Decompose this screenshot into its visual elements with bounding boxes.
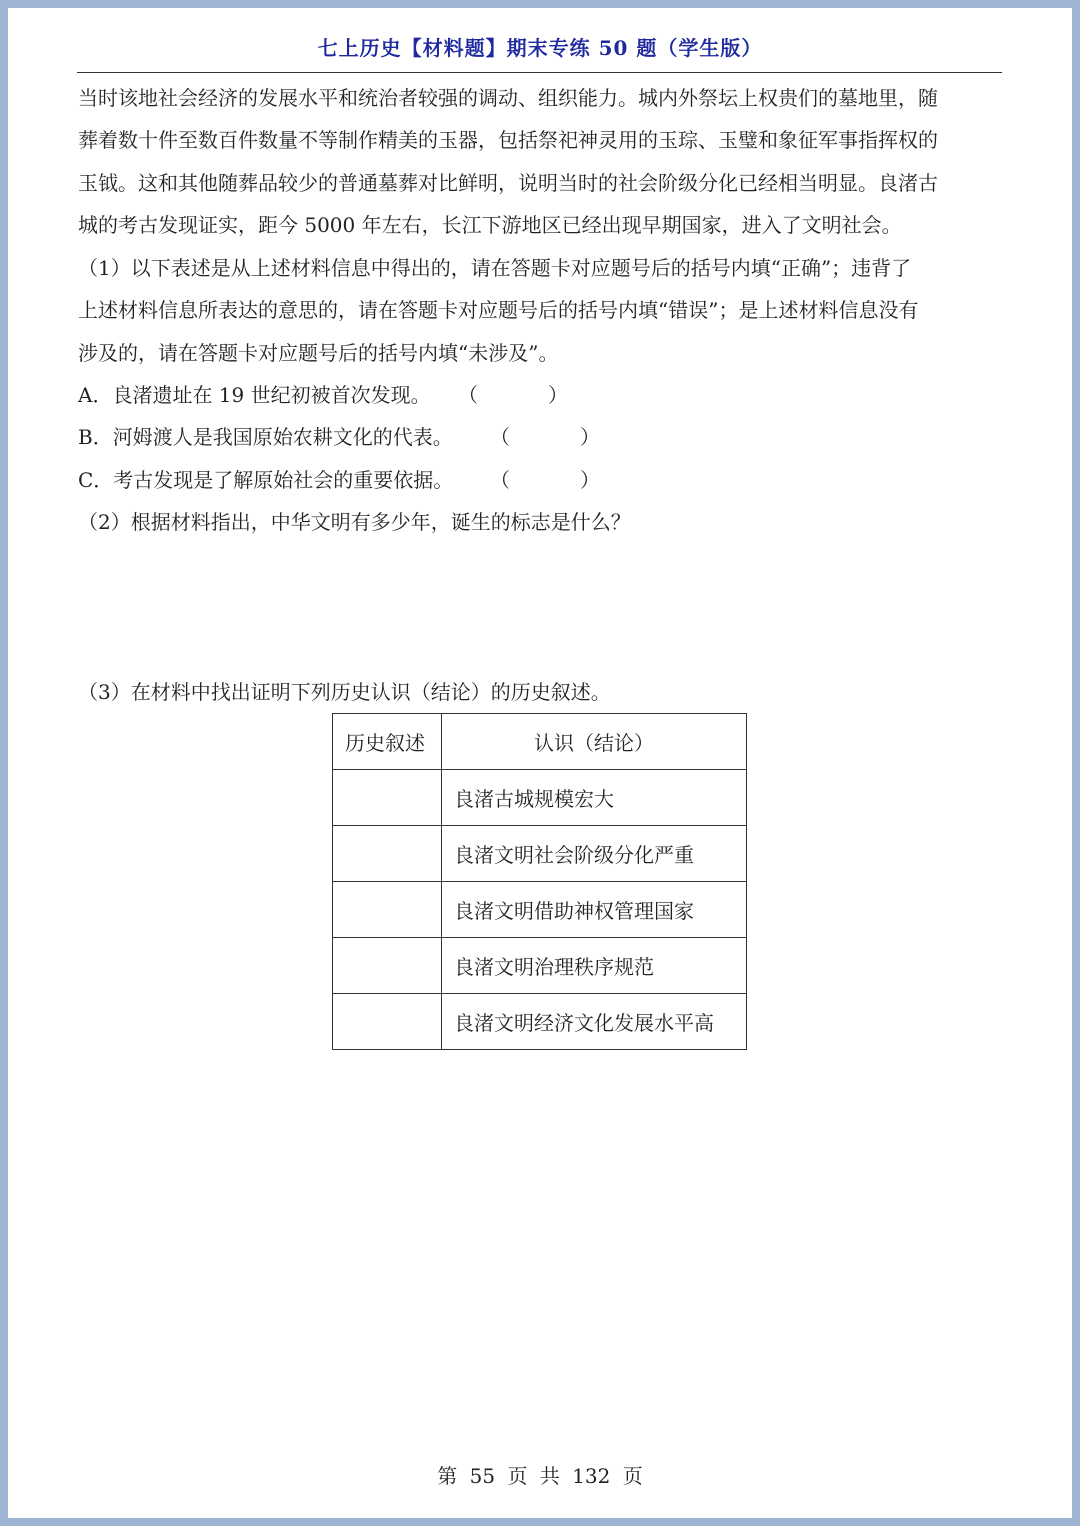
- conclusion-cell: 良渚文明经济文化发展水平高: [442, 994, 747, 1050]
- answer-cell: [333, 826, 442, 882]
- question2-text: （2）根据材料指出，中华文明有多少年，诞生的标志是什么？: [78, 510, 631, 534]
- choice-a-blank-open: （: [458, 383, 478, 407]
- conclusion-cell: 良渚古城规模宏大: [442, 770, 747, 826]
- choice-c-blank-close: ）: [580, 468, 600, 492]
- question1-line: 涉及的，请在答题卡对应题号后的括号内填“未涉及”。: [78, 341, 559, 365]
- choice-c-blank-open: （: [490, 468, 510, 492]
- table-header-narrative: 历史叙述: [333, 714, 442, 770]
- answer-cell: [333, 938, 442, 994]
- table-header-row: [333, 714, 747, 770]
- material-line: 当时该地社会经济的发展水平和统治者较强的调动、组织能力。城内外祭坛上权贵们的墓地里，随: [78, 86, 938, 110]
- question1-line: （1）以下表述是从上述材料信息中得出的，请在答题卡对应题号后的括号内填“正确”；违背了: [78, 256, 912, 280]
- answer-cell: [333, 770, 442, 826]
- conclusion-cell: 良渚文明治理秩序规范: [442, 938, 747, 994]
- material-line: 玉钺。这和其他随葬品较少的普通墓葬对比鲜明，说明当时的社会阶级分化已经相当明显。良渚古: [78, 171, 938, 195]
- answer-table: [332, 713, 747, 1050]
- question1-line: 上述材料信息所表达的意思的，请在答题卡对应题号后的括号内填“错误”；是上述材料信息没有: [78, 298, 919, 322]
- choice-c: C．考古发现是了解原始社会的重要依据。: [78, 468, 454, 492]
- choice-b-blank-close: ）: [580, 425, 600, 449]
- question3-text: （3）在材料中找出证明下列历史认识（结论）的历史叙述。: [78, 680, 611, 704]
- choice-a: A．良渚遗址在 19 世纪初被首次发现。: [78, 383, 431, 407]
- choice-b: B．河姆渡人是我国原始农耕文化的代表。: [78, 425, 453, 449]
- header-divider: [77, 72, 1002, 73]
- conclusion-cell: 良渚文明社会阶级分化严重: [442, 826, 747, 882]
- table-row: [333, 938, 747, 994]
- table-row: [333, 770, 747, 826]
- answer-cell: [333, 882, 442, 938]
- document-header-title: 七上历史【材料题】期末专练 50 题（学生版）: [317, 36, 763, 60]
- material-line: 城的考古发现证实，距今 5000 年左右，长江下游地区已经出现早期国家，进入了文明社会。: [78, 213, 902, 237]
- choice-b-blank-open: （: [490, 425, 510, 449]
- page-number-footer: 第 55 页 共 132 页: [437, 1464, 643, 1488]
- table-header-conclusion: 认识（结论）: [442, 714, 747, 770]
- choice-a-blank-close: ）: [548, 383, 568, 407]
- conclusion-cell: 良渚文明借助神权管理国家: [442, 882, 747, 938]
- material-line: 葬着数十件至数百件数量不等制作精美的玉器，包括祭祀神灵用的玉琮、玉璧和象征军事指挥权的: [78, 128, 938, 152]
- table-row: [333, 994, 747, 1050]
- table-row: [333, 882, 747, 938]
- table-row: [333, 826, 747, 882]
- answer-cell: [333, 994, 442, 1050]
